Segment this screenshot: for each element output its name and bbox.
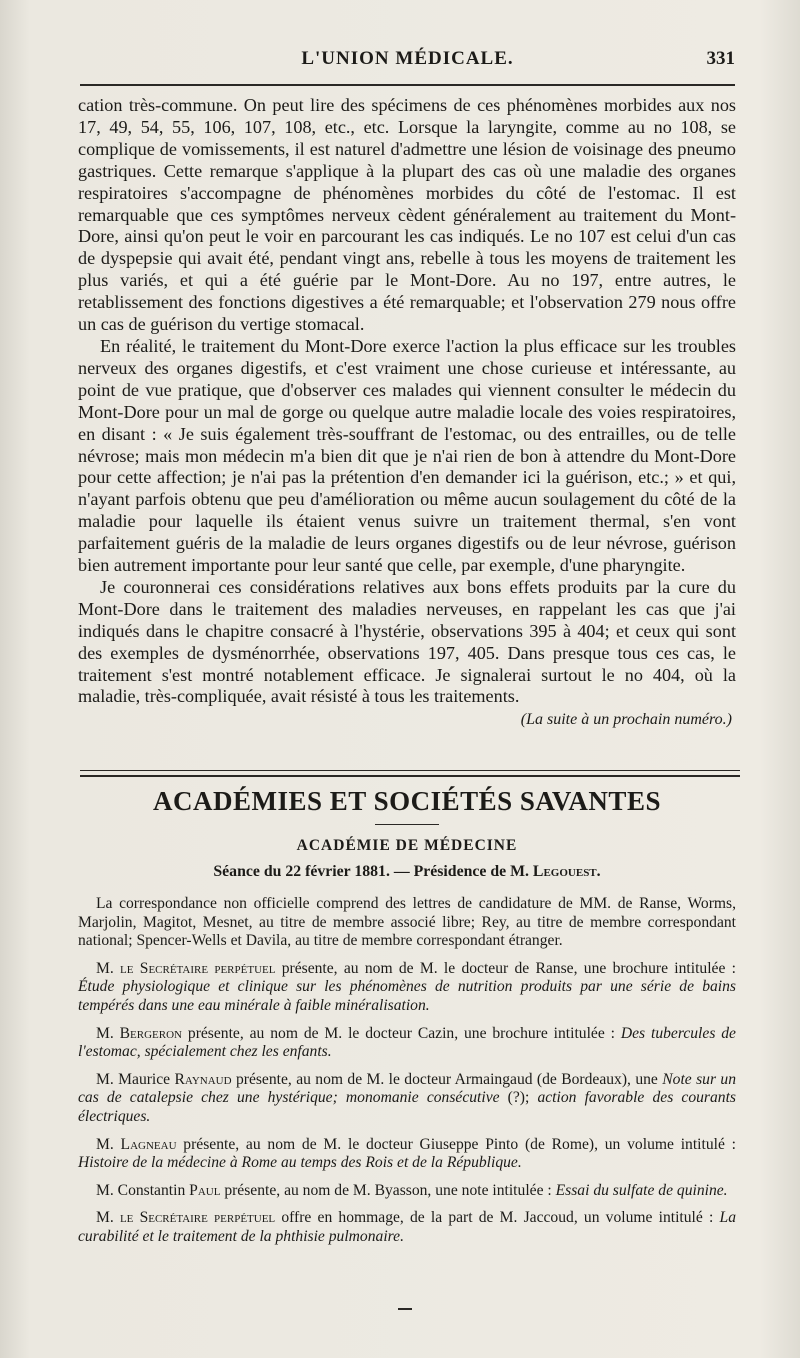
- title-underline: [375, 824, 439, 825]
- session-minutes: [78, 895, 736, 1247]
- speaker-prefix: M.: [96, 959, 121, 977]
- minutes-tail: (?);: [499, 1089, 538, 1107]
- minutes-item: [78, 1136, 736, 1173]
- section-title: ACADÉMIES ET SOCIÉTÉS SAVANTES: [153, 786, 661, 816]
- speaker-name: Raynaud: [174, 1070, 232, 1088]
- section-divider: [80, 770, 740, 777]
- work-title: Essai du sulfate de quinine.: [555, 1181, 728, 1199]
- article-paragraph-3: Je couronnerai ces considérations relatives aux bons effets produits par la cure du Mont-Dore dans le traitement des maladies nerveuses, en rappelant les cas que j'ai indiqués dans le chapitre consacré à l'hystérie, observations 395 à 404; et ceux qui sont des exemples de dysménorrhée, observations 197, 405. Dans presque tous ces cas, le traitement s'est montré notablement efficace. Je signalerai surtout le no 404, où la maladie, très-compliquée, avait résisté à tous les traitements.: [78, 576, 736, 707]
- minutes-text: présente, au nom de M. le docteur Giuseppe Pinto (de Rome), un volume intitulé :: [176, 1135, 736, 1153]
- minutes-text: présente, au nom de M. le docteur Armaingaud (de Bordeaux), une: [231, 1070, 663, 1088]
- minutes-text: La correspondance non officielle comprend des lettres de candidature de MM. de Ranse, Worms, Marjolin, Magitot, Mesnet, au titre de membre associé libre; Rey, au titre de membre correspondant national; Spencer-Wells et Davila, au titre de membre correspondant étranger.: [78, 895, 736, 950]
- article-continuation: [78, 95, 736, 730]
- subsection-title: ACADÉMIE DE MÉDECINE: [296, 837, 518, 854]
- minutes-item: [78, 895, 736, 951]
- minutes-item: [78, 960, 736, 1016]
- minutes-text: présente, au nom de M. le docteur Cazin, une brochure intitulée :: [182, 1024, 621, 1042]
- speaker-prefix: M.: [96, 1024, 120, 1042]
- speaker-name: le Secrétaire perpétuel: [120, 959, 276, 977]
- speaker-prefix: M. Maurice: [96, 1070, 175, 1088]
- speaker-name: Bergeron: [119, 1024, 183, 1042]
- speaker-name: Lagneau: [120, 1135, 177, 1153]
- article-paragraph-2: En réalité, le traitement du Mont-Dore exerce l'action la plus efficace sur les troubles nerveux des organes digestifs, et c'est vraiment une chose curieuse et intéressante, au point de vue pratique, que d'observer ces malades qui viennent consulter le médecin du Mont-Dore pour un mal de gorge ou quelque autre maladie locale des voies respiratoires, en disant : « Je suis également très-souffrant de l'estomac, ou des entrailles, ou de telle névrose; mais mon médecin m'a bien dit que je n'ai rien de bon à attendre du Mont-Dore pour cette affection; je n'ai pas la prétention d'en demander ici la guérison, etc.; » et qui, n'ayant parfois obtenu que peu d'amélioration ou même aucun soulagement du côté de la maladie pour laquelle ils étaient venus suivre un traitement thermal, s'en vont parfaitement guéris de la maladie de leurs organes digestifs ou de leur névrose, guérison bien autrement importante pour leur santé que celle, par exemple, d'une pharyngite.: [78, 335, 736, 576]
- minutes-text: offre en hommage, de la part de M. Jaccoud, un volume intitulé :: [275, 1209, 720, 1227]
- article-paragraph-1: cation très-commune. On peut lire des spécimens de ces phénomènes morbides aux nos 17, 49, 54, 55, 106, 107, 108, etc., etc. Lorsque la laryngite, comme au no 108, se complique de vomissements, il est naturel d'admettre une lésion de voisinage des pneumo gastriques. Cette remarque s'applique à la plupart des cas où une maladie des organes respiratoires s'accompagne de phénomènes morbides du côté de l'estomac. Il est remarquable que ces symptômes nerveux cèdent généralement au traitement du Mont-Dore, ainsi qu'on peut le voir en parcourant les cas indiqués. Le no 107 est celui d'un cas de dyspepsie qui avait été, pendant vingt ans, rebelle à tous les moyens de traitement les plus variés, et qui a été guérie par le Mont-Dore. Au no 197, entre autres, le retablissement des fonctions digestives a été remarquable; et l'observation 279 nous offre un cas de guérison du vertige stomacal.: [78, 95, 736, 335]
- academies-section: [78, 784, 736, 1247]
- page-number: 331: [706, 48, 735, 69]
- work-title: Note sur un cas de catalepsie chez une hystérique; monomanie consécutive: [78, 1070, 737, 1107]
- speaker-prefix: M.: [96, 1135, 121, 1153]
- page-header: [80, 48, 735, 78]
- minutes-item: [78, 1209, 736, 1246]
- session-president: Legouest: [532, 863, 597, 880]
- work-title: La curabilité et le traitement de la phthisie pulmonaire.: [78, 1209, 736, 1245]
- continuation-note: (La suite à un prochain numéro.): [520, 711, 732, 729]
- minutes-text: présente, au nom de M. le docteur de Ranse, une brochure intitulée :: [275, 959, 736, 977]
- speaker-name: le Secrétaire perpétuel: [119, 1209, 276, 1227]
- minutes-text: présente, au nom de M. Byasson, une note intitulée :: [220, 1181, 556, 1199]
- work-title-continued: action favorable des courants électriques.: [78, 1089, 736, 1125]
- speaker-prefix: M.: [96, 1209, 120, 1227]
- end-dash: [398, 1308, 412, 1310]
- work-title: Étude physiologique et clinique sur les phénomènes de nutrition produits par une série de bains tempérés dans une eau minérale à faible minéralisation.: [78, 978, 736, 1014]
- speaker-name: Paul: [189, 1181, 221, 1199]
- work-title: Des tubercules de l'estomac, spécialement chez les enfants.: [78, 1024, 736, 1061]
- work-title: Histoire de la médecine à Rome au temps des Rois et de la République.: [78, 1154, 522, 1172]
- speaker-prefix: M. Constantin: [96, 1181, 190, 1199]
- session-prefix: Séance du 22 février 1881. — Présidence de M.: [213, 863, 533, 880]
- header-rule: [80, 84, 735, 86]
- minutes-item: [78, 1182, 736, 1201]
- minutes-item: [78, 1025, 736, 1062]
- running-title: L'UNION MÉDICALE.: [301, 48, 514, 69]
- session-line: [78, 861, 736, 883]
- minutes-item: [78, 1071, 736, 1127]
- session-suffix: .: [596, 863, 601, 880]
